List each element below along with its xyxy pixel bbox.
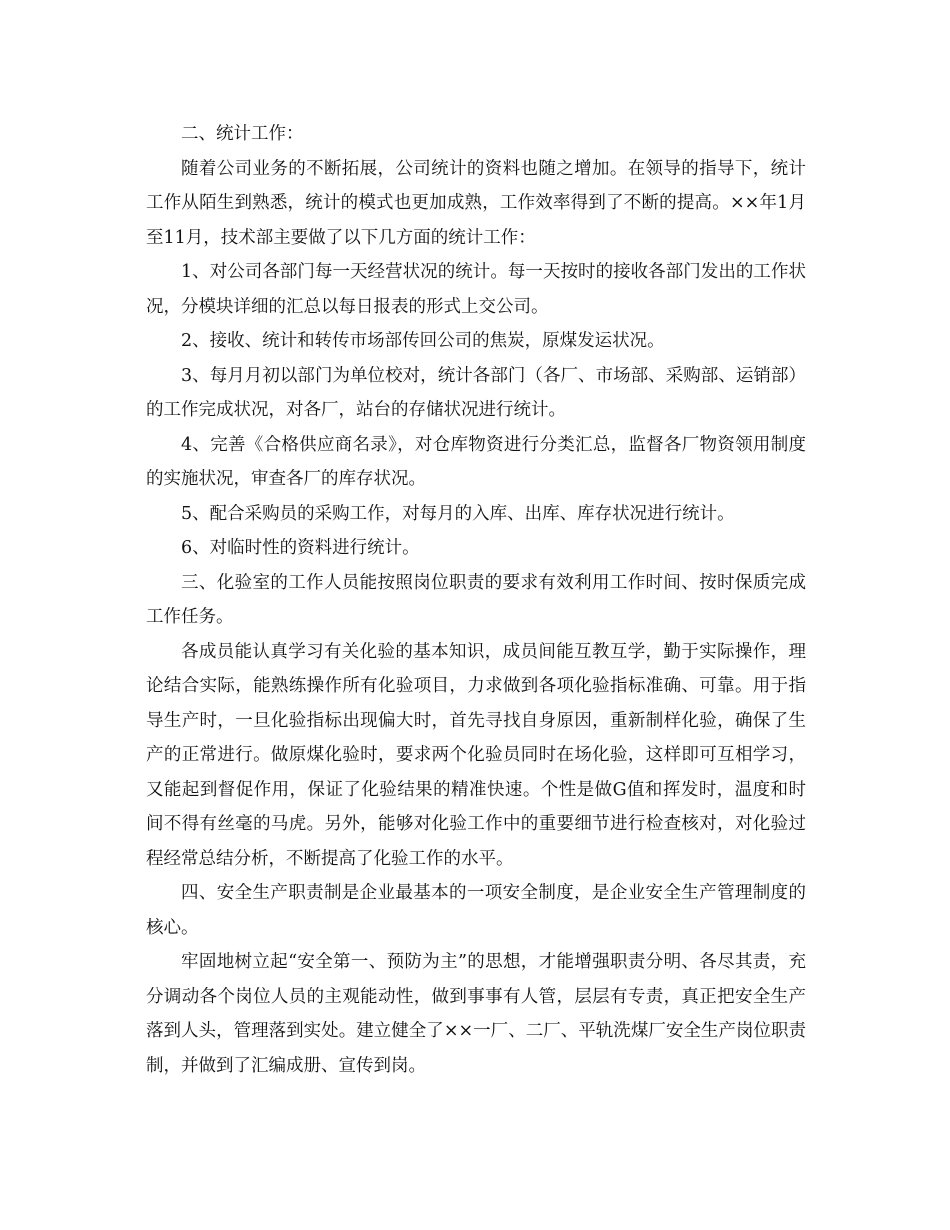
paragraph-item-4: 4、完善《合格供应商名录》，对仓库物资进行分类汇总，监督各厂物资领用制度的实施状况，审查各厂的库存状况。 bbox=[146, 434, 806, 489]
paragraph-lab-work: 各成员能认真学习有关化验的基本知识，成员间能互教互学，勤于实际操作，理论结合实际，能熟练操作所有化验项目，力求做到各项化验指标准确、可靠。用于指导生产时，一旦化验指标出现偏大时，首先寻找自身原因，重新制样化验，确保了生产的正常进行。做原煤化验时，要求两个化验员同时在场化验，这样即可互相学习，又能起到督促作用，保证了化验结果的精准快速。个性是做G值和挥发时，温度和时间不得有丝毫的马虎。另外，能够对化验工作中的重要细节进行检查核对，对化验过程经常总结分析，不断提高了化验工作的水平。 bbox=[146, 641, 806, 869]
paragraph-safety-work: 牢固地树立起“安全第一、预防为主”的思想，才能增强职责分明、各尽其责，充分调动各个岗位人员的主观能动性，做到事事有人管，层层有专责，真正把安全生产落到人头，管理落到实处。建立健全了××一厂、二厂、平轨洗煤厂安全生产岗位职责制，并做到了汇编成册、宣传到岗。 bbox=[146, 952, 806, 1076]
paragraph-statistics-intro: 随着公司业务的不断拓展，公司统计的资料也随之增加。在领导的指导下，统计工作从陌生到熟悉，统计的模式也更加成熟，工作效率得到了不断的提高。××年1月至11月，技术部主要做了以下几方面的统计工作： bbox=[146, 158, 806, 248]
paragraph-section-2-heading: 二、统计工作： bbox=[181, 124, 304, 144]
paragraph-item-5: 5、配合采购员的采购工作，对每月的入库、出库、库存状况进行统计。 bbox=[181, 503, 735, 524]
paragraph-item-3: 3、每月月初以部门为单位校对，统计各部门（各厂、市场部、采购部、运销部）的工作完成状况，对各厂，站台的存储状况进行统计。 bbox=[146, 365, 806, 420]
paragraph-section-4-heading: 四、安全生产职责制是企业最基本的一项安全制度，是企业安全生产管理制度的核心。 bbox=[146, 883, 806, 938]
document-body bbox=[146, 117, 806, 1083]
paragraph-item-1: 1、对公司各部门每一天经营状况的统计。每一天按时的接收各部门发出的工作状况，分模块详细的汇总以每日报表的形式上交公司。 bbox=[146, 262, 806, 317]
paragraph-section-3-heading: 三、化验室的工作人员能按照岗位职责的要求有效利用工作时间、按时保质完成工作任务。 bbox=[146, 572, 806, 627]
paragraph-item-2: 2、接收、统计和转传市场部传回公司的焦炭，原煤发运状况。 bbox=[181, 331, 665, 351]
paragraph-item-6: 6、对临时性的资料进行统计。 bbox=[181, 538, 420, 558]
